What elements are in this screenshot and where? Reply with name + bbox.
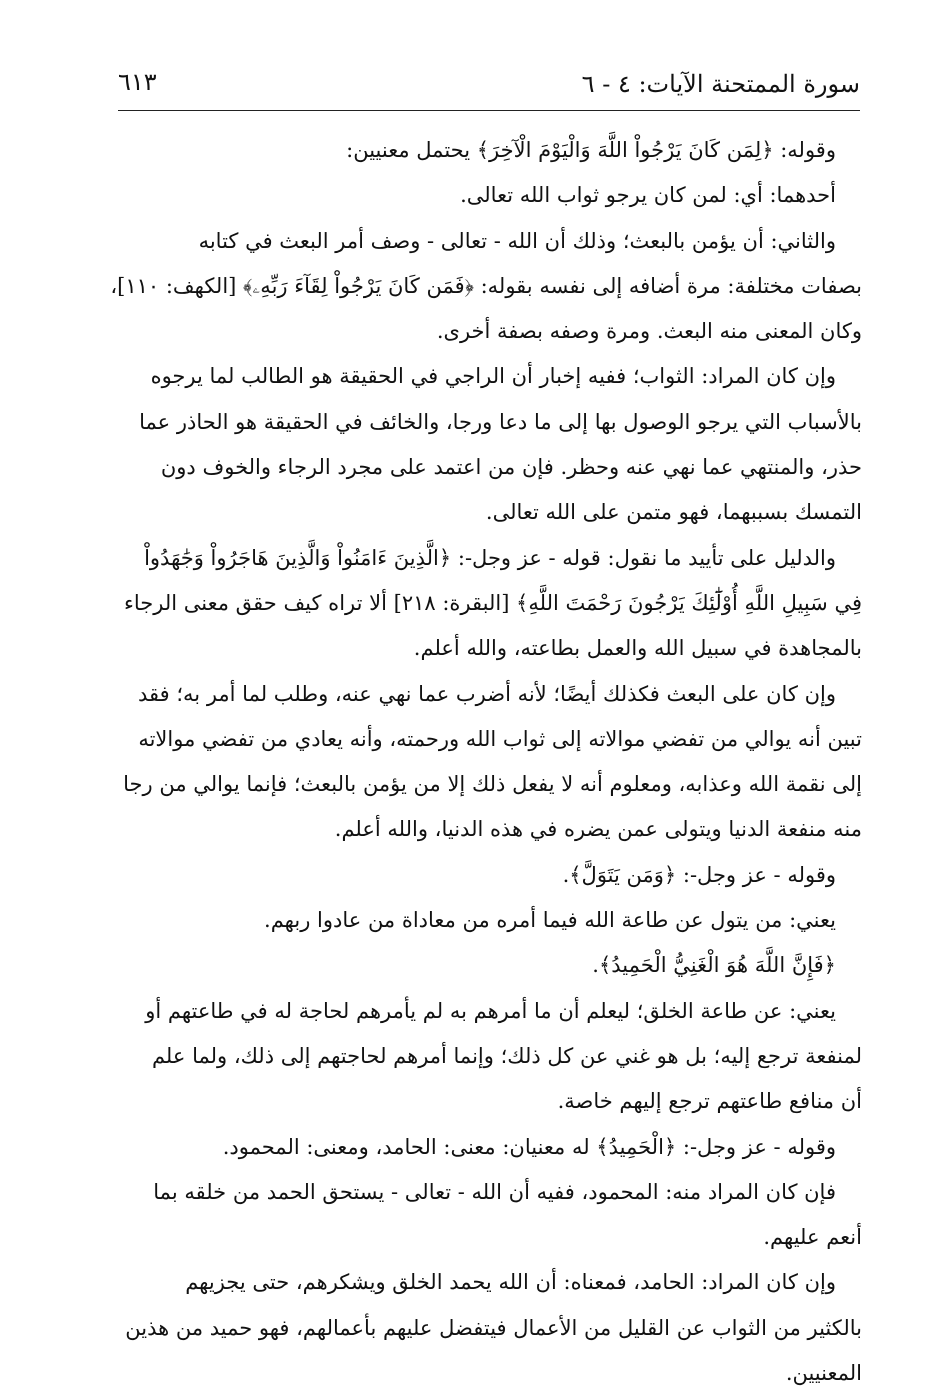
text-line: بالكثير من الثواب عن القليل من الأعمال فيتفضل عليهم بأعمالهم، فهو حميد من هذين — [125, 1315, 862, 1340]
text-line: فِي سَبِيلِ اللَّهِ أُوْلَٰٓئِكَ يَرْجُونَ رَحْمَتَ اللَّهِ﴾ [البقرة: ٢١٨] ألا تراه كيف حقق معنى الرجاء — [124, 590, 862, 615]
running-title: سورة الممتحنة الآيات: ٤ - ٦ — [581, 70, 860, 98]
text-line: وإن كان المراد: الحامد، فمعناه: أن الله يحمد الخلق ويشكرهم، حتى يجزيهم — [185, 1270, 836, 1295]
text-line: بصفات مختلفة: مرة أضافه إلى نفسه بقوله: ﴿فَمَن كَانَ يَرْجُواْ لِقَآءَ رَبِّهِۦ﴾ [الكهف: ١١٠]، — [110, 273, 862, 298]
page-header — [118, 66, 860, 106]
text-line: وإن كان على البعث فكذلك أيضًا؛ لأنه أضرب عما نهي عنه، وطلب لما أمر به؛ فقد — [138, 681, 836, 706]
text-line: وقوله - عز وجل-: ﴿الْحَمِيدُ﴾ له معنيان: معنى: الحامد، ومعنى: المحمود. — [222, 1134, 836, 1159]
page-body — [110, 128, 862, 1396]
text-line: لمنفعة ترجع إليه؛ بل هو غني عن كل ذلك؛ وإنما أمرهم لحاجتهم إلى ذلك، ولما علم — [151, 1043, 862, 1068]
text-line: تبين أنه يوالي من تفضي موالاته إلى ثواب الله ورحمته، وأنه يعادي من تفضي موالاته — [138, 726, 862, 751]
text-line: وقوله: ﴿لِمَن كَانَ يَرْجُواْ اللَّهَ وَالْيَوْمَ الْآخِرَ﴾ يحتمل معنيين: — [346, 138, 836, 162]
text-line: يعني: عن طاعة الخلق؛ ليعلم أن ما أمرهم به لم يأمرهم لحاجة له في طاعتهم أو — [145, 998, 836, 1023]
text-line: أن منافع طاعتهم ترجع إليهم خاصة. — [557, 1089, 862, 1114]
text-line: التمسك بسببهما، فهو متمن على الله تعالى. — [485, 500, 862, 525]
text-line: أنعم عليهم. — [763, 1225, 862, 1250]
text-line: إلى نقمة الله وعذابه، ومعلوم أنه لا يفعل ذلك إلا من يؤمن بالبعث؛ فإنما يوالي من رجا — [123, 772, 862, 797]
text-line: وكان المعنى منه البعث. ومرة وصفه بصفة أخرى. — [436, 319, 862, 344]
text-line: وقوله - عز وجل-: ﴿وَمَن يَتَوَلَّ﴾. — [562, 862, 836, 887]
text-line: بالمجاهدة في سبيل الله والعمل بطاعته، والله أعلم. — [413, 636, 862, 661]
text-line: وإن كان المراد: الثواب؛ ففيه إخبار أن الراجي في الحقيقة هو الطالب لما يرجوه — [150, 364, 836, 389]
text-line: حذر، والمنتهي عما نهي عنه وحظر. فإن من اعتمد على مجرد الرجاء والخوف دون — [160, 455, 862, 480]
text-line: منه منفعة الدنيا ويتولى عمن يضره في هذه الدنيا، والله أعلم. — [334, 817, 862, 842]
page-number: ٦١٣ — [118, 68, 157, 96]
header-divider — [118, 110, 860, 111]
text-line: والدليل على تأييد ما نقول: قوله - عز وجل-: ﴿الَّذِينَ ءَامَنُواْ وَالَّذِينَ هَاجَرُواْ وَجَٰهَدُواْ — [144, 545, 836, 570]
text-line: والثاني: أن يؤمن بالبعث؛ وذلك أن الله - تعالى - وصف أمر البعث في كتابه — [198, 228, 836, 253]
text-line: بالأسباب التي يرجو الوصول بها إلى ما دعا ورجا، والخائف في الحقيقة هو الحاذر عما — [139, 409, 862, 434]
text-line: ﴿فَإِنَّ اللَّهَ هُوَ الْغَنِيُّ الْحَمِيدُ﴾. — [592, 953, 836, 978]
text-line: يعني: من يتول عن طاعة الله فيما أمره من معاداة من عادوا ربهم. — [264, 908, 836, 933]
text-line: المعنيين. — [785, 1361, 862, 1386]
text-line: فإن كان المراد منه: المحمود، ففيه أن الله - تعالى - يستحق الحمد من خلقه بما — [153, 1179, 836, 1204]
text-line: أحدهما: أي: لمن كان يرجو ثواب الله تعالى. — [460, 183, 836, 208]
